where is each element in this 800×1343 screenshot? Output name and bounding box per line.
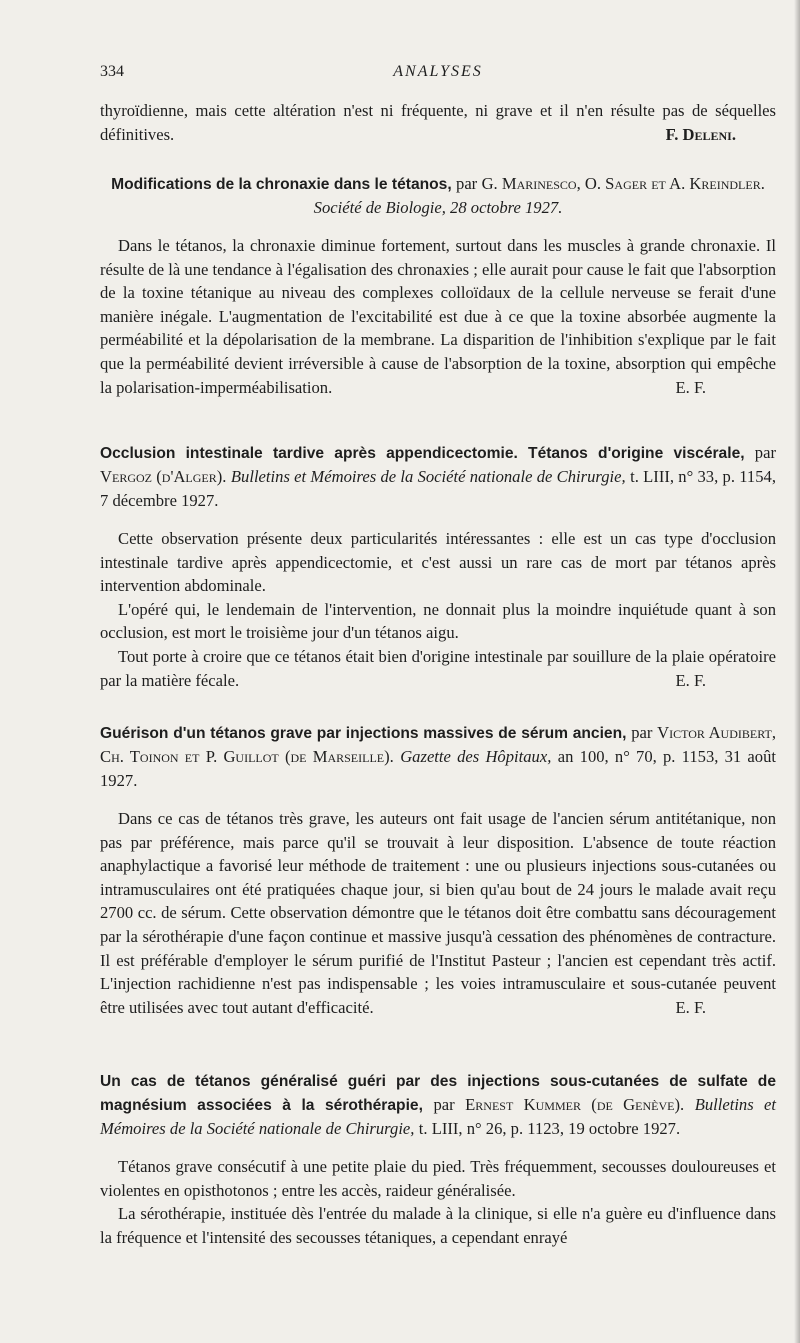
- abstract-title: Guérison d'un tétanos grave par injections massives de sérum ancien, par Victor Audibert, Ch. Toinon et P. Guillot (de Marseille). Gazette des Hôpitaux, an 100, n° 70, p. 1153, 31 août 1927.: [100, 723, 776, 790]
- source: Bulletins et Mémoires de la Société nationale de Chirurgie,: [230, 467, 626, 486]
- abstract-paragraph: Tout porte à croire que ce tétanos était bien d'origine intestinale par souillure de la plaie opératoire par la matière fécale. E. F.: [100, 645, 776, 692]
- authors: Victor Audibert, Ch. Toinon et P. Guillot (de Marseille).: [100, 723, 776, 766]
- abstract-title: Un cas de tétanos généralisé guéri par des injections sous-cutanées de sulfate de magnésium associées à la sérothérapie, par Ernest Kummer (de Genève). Bulletins et Mémoires de la Société nationale de Chirurgie, t. LIII, n° 26, p. 1123, 19 octobre 1927.: [100, 1073, 776, 1138]
- signature: F. Deleni.: [665, 124, 736, 144]
- abstract-kummer: [100, 1070, 776, 1249]
- signature: E. F.: [675, 997, 706, 1017]
- page-edge-shadow: [794, 0, 800, 1343]
- abstract-occlusion: [100, 441, 776, 692]
- page-number: 334: [100, 63, 124, 80]
- abstract-body: Dans ce cas de tétanos très grave, les auteurs ont fait usage de l'ancien sérum antitétanique, non pas par préférence, mais parce qu'il se trouvait à leur disposition. L'absence de toute réaction anaphylactique a favorisé leur méthode de traitement : une ou plusieurs injections sous-cutanées ou intramusculaires ont été pratiquées chaque jour, si bien qu'au bout de 24 jours le malade avait reçu 2700 cc. de sérum. Cette observation démontre que le tétanos doit être combattu sans découragement par la sérothérapie d'une façon continue et massive jusqu'à cessation des phénomènes de contracture. Il est préférable d'employer le sérum purifié de l'Institut Pasteur ; l'ancien est cependant très actif. L'injection rachidienne n'est pas indispensable ; les voies intramusculaire et sous-cutanée peuvent être utilisées avec tout autant d'efficacité. E. F.: [100, 807, 776, 1019]
- authors: Ernest Kummer (de Genève).: [465, 1095, 685, 1114]
- source: Gazette des Hôpitaux,: [400, 747, 552, 766]
- page-header: [100, 63, 776, 85]
- abstract-title: Occlusion intestinale tardive après appendicectomie. Tétanos d'origine viscérale, par Vergoz (d'Alger). Bulletins et Mémoires de la Société nationale de Chirurgie, t. LIII, n° 33, p. 1154, 7 décembre 1927.: [100, 443, 776, 510]
- abstract-paragraph: La sérothérapie, instituée dès l'entrée du malade à la clinique, si elle n'a guère eu d'influence dans la fréquence et l'intensité des secousses tétaniques, a cependant enrayé: [100, 1204, 776, 1247]
- continued-text: [100, 99, 776, 146]
- source: Bulletins et Mémoires de la Société nationale de Chirurgie,: [100, 1095, 776, 1138]
- abstract-title: Modifications de la chronaxie dans le tétanos, par G. Marinesco, O. Sager et A. Kreindler. Société de Biologie, 28 octobre 1927.: [111, 174, 765, 217]
- abstract-paragraph: L'opéré qui, le lendemain de l'intervention, ne donnait plus la moindre inquiétude quant à son occlusion, est mort le troisième jour d'un tétanos aigu.: [100, 599, 776, 643]
- source: Société de Biologie, 28 octobre 1927.: [313, 198, 563, 217]
- continued-paragraph: thyroïdienne, mais cette altération n'est ni fréquente, ni grave et il n'en résulte pas de séquelles définitives.: [100, 101, 776, 144]
- running-title: ANALYSES: [393, 63, 483, 80]
- abstract-body: Dans le tétanos, la chronaxie diminue fortement, surtout dans les muscles à grande chronaxie. Il résulte de là une tendance à l'égalisation des chronaxies ; elle aurait pour cause le fait que l'absorption de la toxine tétanique au niveau des complexes colloïdaux de la cellule nerveuse se ferait d'une manière inégale. L'augmentation de l'excitabilité est due à ce que la toxine absorbée augmente la perméabilité et la dépolarisation de la membrane. La disparition de l'inhibition s'explique par le fait que la perméabilité devient irréversible à cause de l'absorption de la toxine, absorption qui empêche la polarisation-imperméabilisation. E. F.: [100, 234, 776, 399]
- authors: Vergoz (d'Alger).: [100, 467, 227, 486]
- abstract-chronaxie: [100, 172, 776, 399]
- authors: G. Marinesco, O. Sager et A. Kreindler.: [481, 174, 765, 193]
- abstract-paragraph: Cette observation présente deux particularités intéressantes : elle est un cas type d'occlusion intestinale tardive après appendicectomie, et c'est aussi un rare cas de mort par tétanos après intervention abdominale.: [100, 529, 776, 596]
- signature: E. F.: [675, 670, 706, 690]
- abstract-paragraph: Tétanos grave consécutif à une petite plaie du pied. Très fréquemment, secousses douloureuses et violentes en opisthotonos ; entre les accès, raideur généralisée.: [100, 1157, 776, 1200]
- signature: E. F.: [675, 377, 706, 397]
- abstract-guerison: [100, 721, 776, 1019]
